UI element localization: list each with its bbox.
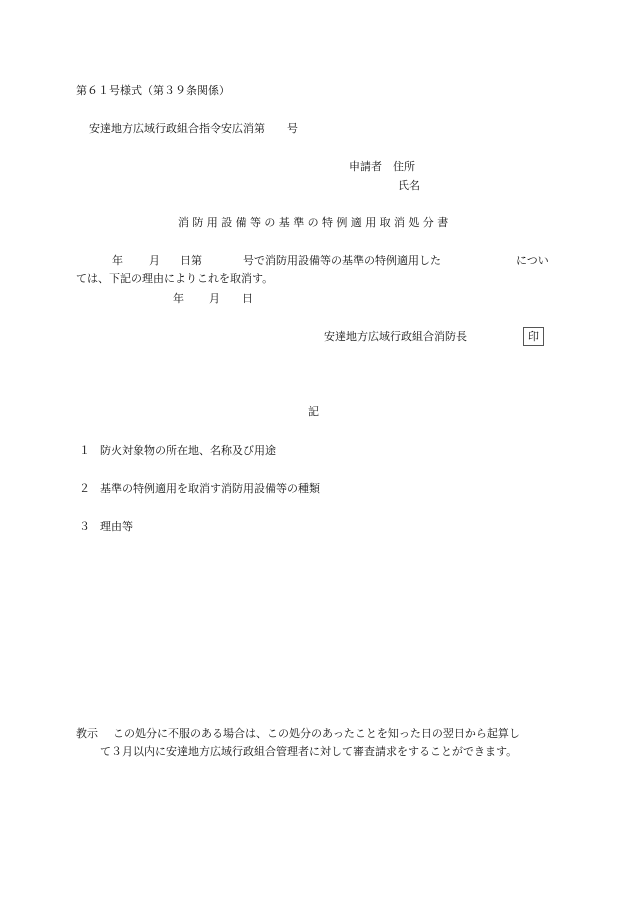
item-1-text: 防火対象物の所在地、名称及び用途 — [100, 444, 276, 457]
body-year: 年 — [112, 254, 123, 267]
item-3-text: 理由等 — [100, 520, 133, 533]
notice-label: 教示 — [76, 727, 98, 740]
date-year: 年 — [173, 292, 184, 305]
body-line1-end: につい — [516, 254, 549, 267]
date-month: 月 — [209, 292, 220, 305]
document-number: 安達地方広域行政組合指令安広消第 号 — [89, 122, 298, 135]
body-line1-text: 号で消防用設備等の基準の特例適用した — [243, 254, 441, 267]
item-2-text: 基準の特例適用を取消す消防用設備等の種類 — [100, 482, 320, 495]
item-2-number: ２ — [79, 482, 90, 495]
item-3-number: ３ — [79, 520, 90, 533]
body-line2: ては、下記の理由によりこれを取消す。 — [76, 272, 274, 285]
document-title: 消防用設備等の基準の特例適用取消処分書 — [178, 216, 452, 229]
seal-stamp: 印 — [523, 327, 544, 346]
item-1-number: １ — [79, 444, 90, 457]
notice-line1: この処分に不服のある場合は、この処分のあったことを知った日の翌日から起算し — [113, 727, 520, 740]
body-day-number: 日第 — [180, 254, 202, 267]
applicant-name-label: 氏名 — [398, 179, 420, 192]
issuer-name: 安達地方広域行政組合消防長 — [324, 330, 467, 343]
notice-line2: て３月以内に安達地方広域行政組合管理者に対して審査請求をすることができます。 — [100, 745, 518, 758]
date-day: 日 — [242, 292, 253, 305]
body-month: 月 — [149, 254, 160, 267]
applicant-address-label: 申請者 住所 — [349, 160, 415, 173]
form-number: 第６１号様式（第３９条関係） — [76, 84, 230, 97]
ki-heading: 記 — [308, 405, 319, 418]
